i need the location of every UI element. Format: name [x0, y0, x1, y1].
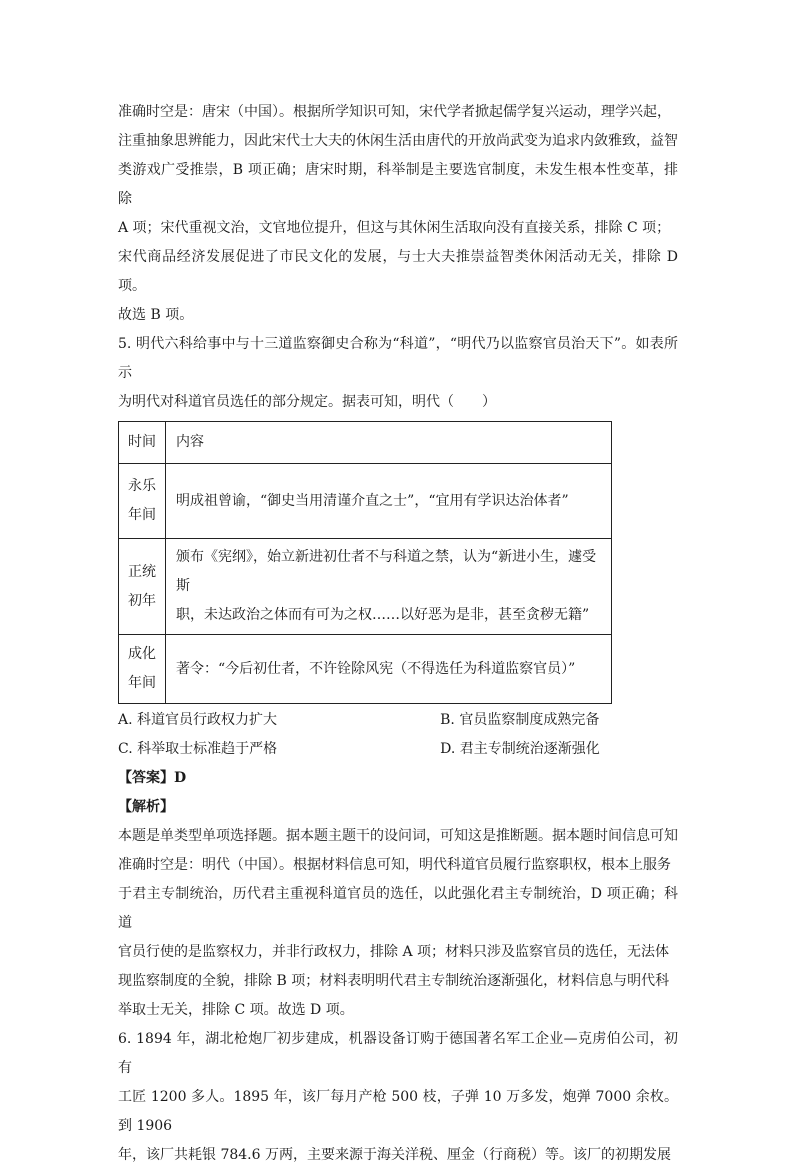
previous-analysis-block: [118, 98, 678, 330]
options-row: [118, 735, 678, 764]
content-line: 颁布《宪纲》，始立新进初仕者不与科道之禁，认为“新进小生，遽受斯: [176, 549, 597, 594]
option-a: A. 科道官员行政权力扩大: [118, 712, 278, 728]
table-cell-content: [166, 539, 612, 635]
text-line: 类游戏广受推崇，B 项正确；唐宋时期，科举制是主要选官制度，未发生根本性变革，排除: [118, 162, 678, 207]
time-line: 正统: [128, 563, 156, 580]
text-line: 准确时空是：唐宋（中国）。根据所学知识可知，宋代学者掀起儒学复兴运动，理学兴起，: [118, 104, 671, 120]
question-5: [118, 330, 678, 1025]
table-cell-content: [166, 635, 612, 704]
time-line: 成化: [128, 646, 156, 662]
text-line: 宋代商品经济发展促进了市民文化的发展，与士大夫推崇益智类休闲活动无关，排除 D 项。: [118, 249, 678, 294]
table-cell-time: [119, 464, 166, 539]
question-stem-line: 工匠 1200 多人。1895 年，该厂每月产枪 500 枝，子弹 10 万多发，炮弹 7000 余枚。到 1906: [118, 1089, 678, 1134]
text-line: 故选 B 项。: [118, 307, 194, 323]
analysis-label: 【解析】: [118, 799, 174, 815]
table-header-content: 内容: [166, 422, 612, 464]
option-d: D. 君主专制统治逐渐强化: [440, 741, 600, 757]
time-line: 永乐: [128, 478, 156, 494]
table-cell-time: [119, 635, 166, 704]
table-cell-time: [119, 539, 166, 635]
question-6: [118, 1025, 678, 1170]
question-stem-line: 为明代对科道官员选任的部分规定。据表可知，明代（ ）: [118, 394, 496, 410]
analysis-line: 本题是单类型单项选择题。据本题主题干的设问词，可知这是推断题。据本题时间信息可知: [118, 828, 678, 844]
table-row: [119, 635, 612, 704]
material-table: [118, 421, 612, 704]
table-header-time: 时间: [119, 422, 166, 464]
answer-options: [118, 706, 678, 764]
table-row: [119, 464, 612, 539]
text-line: A 项；宋代重视文治，文官地位提升，但这与其休闲生活取向没有直接关系，排除 C 项；: [118, 220, 671, 236]
analysis-line: 官员行使的是监察权力，并非行政权力，排除 A 项；材料只涉及监察官员的选任，无法体: [118, 944, 670, 960]
option-b: B. 官员监察制度成熟完备: [440, 712, 600, 728]
answer-label: 【答案】D: [118, 770, 187, 786]
analysis-line: 现监察制度的全貌，排除 B 项；材料表明明代君主专制统治逐渐强化，材料信息与明代科: [118, 973, 670, 989]
time-line: 年间: [128, 675, 156, 691]
question-stem-line: 年，该厂共耗银 784.6 万两，主要来源于海关洋税、厘金（行商税）等。该厂的初期发展: [118, 1147, 671, 1163]
time-line: 初年: [128, 592, 156, 609]
table-cell-content: [166, 464, 612, 539]
analysis-line: 举取士无关，排除 C 项。故选 D 项。: [118, 1002, 354, 1018]
document-page: [118, 98, 678, 1170]
text-line: 注重抽象思辨能力，因此宋代士大夫的休闲生活由唐代的开放尚武变为追求内敛雅致，益智: [118, 133, 678, 149]
analysis-line: 于君主专制统治，历代君主重视科道官员的选任，以此强化君主专制统治，D 项正确；科道: [118, 886, 678, 931]
content-line: 著令：“今后初仕者，不许铨除风宪（不得选任为科道监察官员）”: [176, 660, 576, 677]
question-stem-line: 6. 1894 年，湖北枪炮厂初步建成，机器设备订购于德国著名军工企业—克虏伯公司，初有: [118, 1031, 678, 1076]
content-line: 明成祖曾谕，“御史当用清谨介直之士”，“宜用有学识达治体者”: [176, 492, 569, 509]
content-line: 职，未达政治之体而有可为之权……以好恶为是非，甚至贪秽无籍”: [176, 607, 590, 623]
options-row: [118, 706, 678, 735]
question-stem-line: 5. 明代六科给事中与十三道监察御史合称为“科道”，“明代乃以监察官员治天下”。如表所示: [118, 336, 678, 381]
option-c: C. 科举取士标准趋于严格: [118, 741, 278, 757]
analysis-line: 准确时空是：明代（中国）。根据材料信息可知，明代科道官员履行监察职权，根本上服务: [118, 857, 671, 873]
table-header-row: [119, 422, 612, 464]
table-row: [119, 539, 612, 635]
time-line: 年间: [128, 507, 156, 523]
